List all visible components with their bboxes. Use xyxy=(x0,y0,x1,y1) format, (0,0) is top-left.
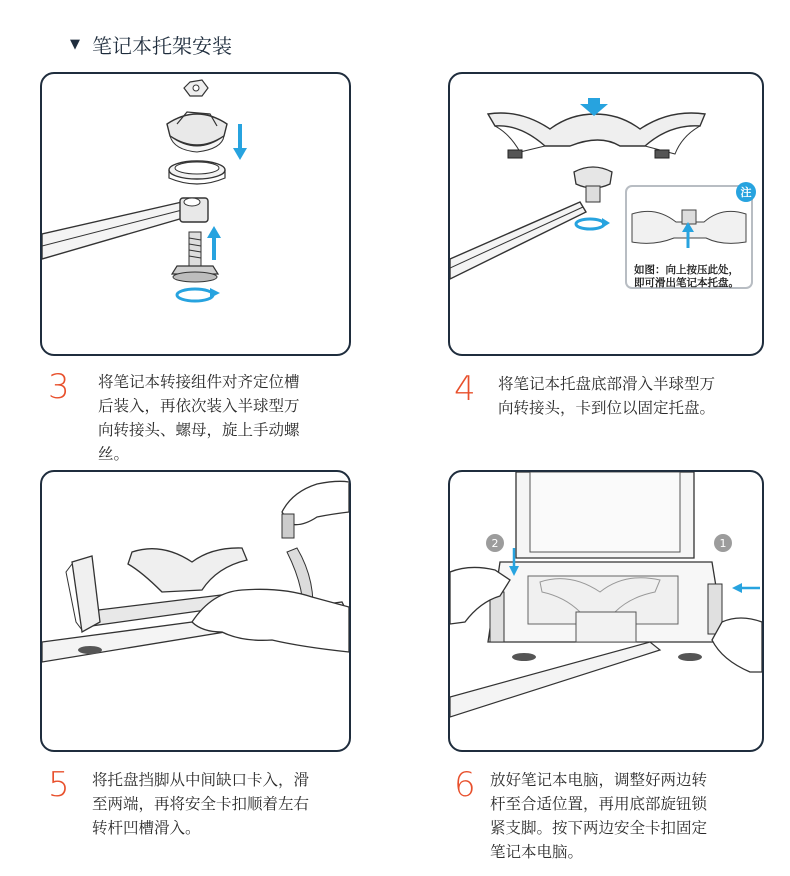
note-line-1: 如图：向上按压此处， xyxy=(634,264,739,276)
step-line: 向转接头，卡到位以固定托盘。 xyxy=(498,399,716,417)
illustration-step-3 xyxy=(40,72,351,356)
step-number: 3 xyxy=(48,367,70,407)
triangle-marker-icon: ▼ xyxy=(70,37,80,52)
callout-1-icon: 1 xyxy=(714,534,732,552)
step-line: 杆至合适位置，再用底部旋钮锁 xyxy=(490,795,708,813)
step-number: 6 xyxy=(454,765,476,805)
tray-slide-drawing xyxy=(450,74,762,354)
section-title xyxy=(70,30,232,59)
step-text xyxy=(498,372,768,420)
step-text xyxy=(490,768,770,864)
step-4 xyxy=(454,369,768,420)
note-badge: 注 xyxy=(736,182,756,202)
illustration-step-5 xyxy=(40,470,351,752)
step-line: 紧支脚。按下两边安全卡扣固定 xyxy=(490,819,708,837)
illustration-step-6 xyxy=(448,470,764,752)
step-line: 将托盘挡脚从中间缺口卡入，滑 xyxy=(92,771,310,789)
step-line: 放好笔记本电脑，调整好两边转 xyxy=(490,771,708,789)
step-line: 至两端，再将安全卡扣顺着左右 xyxy=(92,795,310,813)
step-line: 丝。 xyxy=(98,445,130,463)
laptop-mount-drawing xyxy=(450,472,762,750)
callout-2-icon: 2 xyxy=(486,534,504,552)
tray-feet-drawing xyxy=(42,472,349,750)
step-3 xyxy=(48,367,348,466)
step-text xyxy=(92,768,362,840)
note-text xyxy=(634,264,739,290)
step-line: 向转接头、螺母，旋上手动螺 xyxy=(98,421,300,439)
step-line: 笔记本电脑。 xyxy=(490,843,584,861)
step-line: 将笔记本托盘底部滑入半球型万 xyxy=(498,375,716,393)
section-title-text: 笔记本托架安装 xyxy=(92,34,232,58)
step-number: 4 xyxy=(454,369,476,409)
step-6 xyxy=(454,765,770,864)
adapter-assembly-drawing xyxy=(42,74,349,354)
step-line: 转杆凹槽滑入。 xyxy=(92,819,201,837)
step-line: 将笔记本转接组件对齐定位槽 xyxy=(98,373,300,391)
step-text xyxy=(98,370,348,466)
step-5 xyxy=(48,765,362,840)
step-number: 5 xyxy=(48,765,70,805)
illustration-step-4 xyxy=(448,72,764,356)
step-line: 后装入，再依次装入半球型万 xyxy=(98,397,300,415)
note-line-2: 即可滑出笔记本托盘。 xyxy=(634,277,739,289)
